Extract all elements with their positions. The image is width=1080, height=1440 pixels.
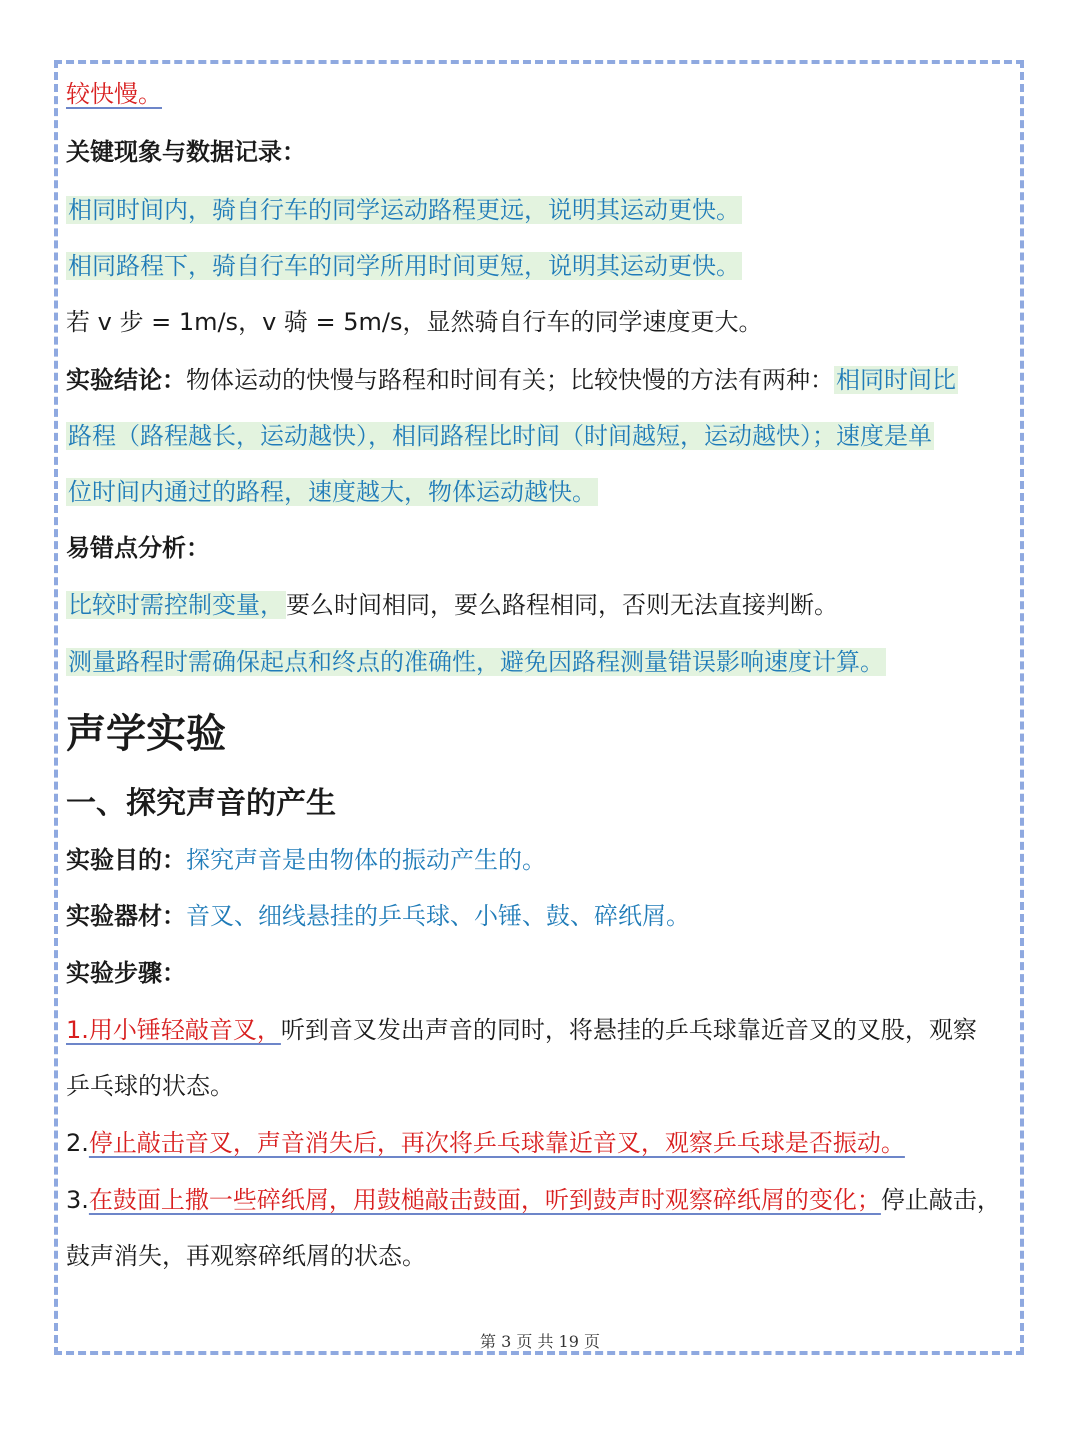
heading-sound-production: 一、探究声音的产生	[66, 786, 336, 821]
heading-acoustics: 声学实验	[66, 711, 226, 757]
step-3: 3.在鼓面上撒一些碎纸屑，用鼓槌敲击鼓面，听到鼓声时观察碎纸屑的变化；停止敲击，	[66, 1186, 1001, 1214]
phenomenon-2: 相同路程下，骑自行车的同学所用时间更短，说明其运动更快。	[68, 252, 740, 280]
error-point-1: 比较时需控制变量，要么时间相同，要么路程相同，否则无法直接判断。	[68, 591, 838, 619]
error-point-2: 测量路程时需确保起点和终点的准确性，避免因路程测量错误影响速度计算。	[68, 648, 884, 676]
section-label-errors: 易错点分析：	[66, 534, 210, 562]
phenomenon-1: 相同时间内，骑自行车的同学运动路程更远，说明其运动更快。	[68, 196, 740, 224]
experiment-equipment: 实验器材：音叉、细线悬挂的乒乓球、小锤、鼓、碎纸屑。	[66, 902, 690, 930]
experiment-purpose: 实验目的：探究声音是由物体的振动产生的。	[66, 846, 546, 874]
speed-example: 若 v 步 = 1m/s，v 骑 = 5m/s，显然骑自行车的同学速度更大。	[66, 308, 763, 336]
paragraph-continuation: 较快慢。	[66, 80, 162, 108]
page-number-footer: 第 3 页 共 19 页	[480, 1332, 600, 1351]
conclusion-line-1: 实验结论：物体运动的快慢与路程和时间有关；比较快慢的方法有两种：相同时间比	[66, 366, 956, 394]
step-1: 1.用小锤轻敲音叉，听到音叉发出声音的同时，将悬挂的乒乓球靠近音叉的叉股，观察	[66, 1016, 977, 1044]
conclusion-line-2: 路程（路程越长，运动越快），相同路程比时间（时间越短，运动越快）；速度是单	[68, 422, 932, 450]
step-1-continued: 乒乓球的状态。	[66, 1072, 234, 1100]
step-3-continued: 鼓声消失，再观察碎纸屑的状态。	[66, 1242, 426, 1270]
step-2: 2.停止敲击音叉，声音消失后，再次将乒乓球靠近音叉，观察乒乓球是否振动。	[66, 1129, 905, 1157]
experiment-steps-label: 实验步骤：	[66, 959, 186, 987]
section-label-key-phenomena: 关键现象与数据记录：	[66, 138, 306, 166]
conclusion-line-3: 位时间内通过的路程，速度越大，物体运动越快。	[68, 478, 596, 506]
